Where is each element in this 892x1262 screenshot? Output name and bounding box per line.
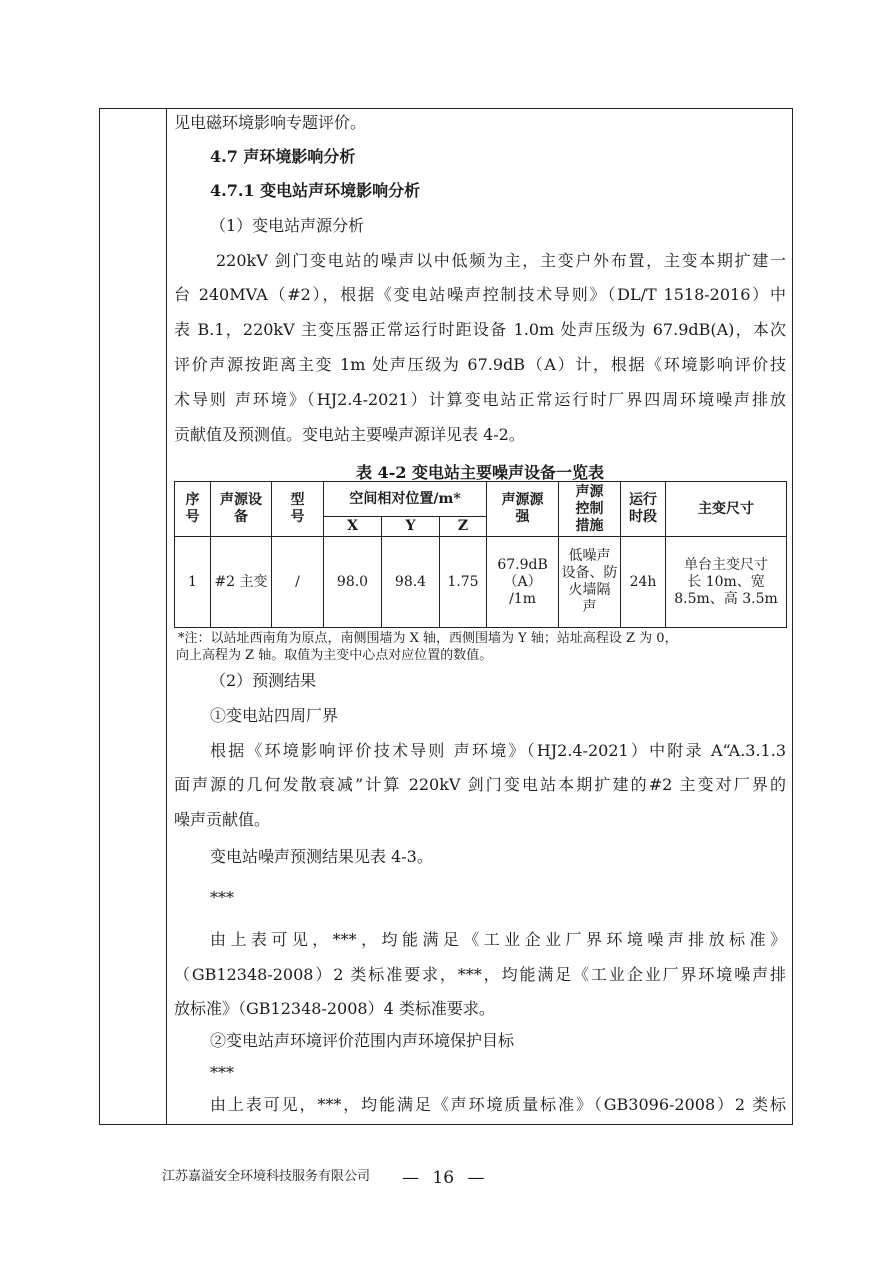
- cell-strength: 67.9dB （A） /1m: [487, 537, 559, 628]
- page-number: — 16 —: [402, 1168, 485, 1188]
- para1-line-6: 贡献值及预测值。变电站主要噪声源详见表 4-2。: [174, 425, 525, 444]
- para2-line-1: 根据《环境影响评价技术导则 声环境》（HJ2.4-2021）中附录 A“A.3.1.3: [210, 741, 786, 760]
- footer-company: 江苏嘉溢安全环境科技服务有限公司: [162, 1169, 371, 1184]
- cell-x: 98.0: [324, 537, 382, 628]
- header-model: 型 号: [272, 482, 324, 537]
- para2-line-2: 面声源的几何发散衰减”计算 220kV 剑门变电站本期扩建的#2 主变对厂界的: [174, 775, 786, 794]
- header-control: 声源 控制 措施: [559, 482, 621, 537]
- subheading-2-2: ②变电站声环境评价范围内声环境保护目标: [210, 1031, 515, 1050]
- subheading-2: （2）预测结果: [210, 671, 317, 690]
- para3: 变电站噪声预测结果见表 4-3。: [210, 847, 433, 866]
- table-row: [175, 537, 787, 628]
- cell-z: 1.75: [440, 537, 487, 628]
- note-line-1: *注：以站址西南角为原点，南侧围墙为 X 轴，西侧围墙为 Y 轴；站址高程设 Z 为 0，: [178, 631, 678, 646]
- para1-line-4: 评价声源按距离主变 1m 处声压级为 67.9dB（A）计，根据《环境影响评价技: [174, 355, 786, 374]
- para4-line-1: 由上表可见，***，均能满足《工业企业厂界环境噪声排放标准》: [210, 930, 786, 949]
- para1-line-2: 台 240MVA（#2），根据《变电站噪声控制技术导则》（DL/T 1518-2016）中: [174, 285, 786, 304]
- header-period: 运行 时段: [621, 482, 666, 537]
- para2-line-3: 噪声贡献值。: [174, 810, 271, 829]
- stars-1: ***: [210, 888, 234, 907]
- header-y: Y: [382, 517, 440, 537]
- header-strength: 声源源 强: [487, 482, 559, 537]
- cell-y: 98.4: [382, 537, 440, 628]
- cell-model: /: [272, 537, 324, 628]
- cell-control: 低噪声 设备、防 火墙隔 声: [559, 537, 621, 628]
- cell-seq: 1: [175, 537, 211, 628]
- header-x: X: [324, 517, 382, 537]
- para4-line-3: 放标准》（GB12348-2008）4 类标准要求。: [174, 999, 495, 1018]
- para1-line-3: 表 B.1，220kV 主变压器正常运行时距设备 1.0m 处声压级为 67.9dB(A)，本次: [174, 320, 786, 339]
- header-seq: 序 号: [175, 482, 211, 537]
- para1-line-5: 术导则 声环境》（HJ2.4-2021）计算变电站正常运行时厂界四周环境噪声排放: [174, 390, 786, 409]
- header-size: 主变尺寸: [666, 482, 787, 537]
- subheading-2-1: ①变电站四周厂界: [210, 706, 339, 725]
- cell-size: 单台主变尺寸 长 10m、宽 8.5m、高 3.5m: [666, 537, 787, 628]
- stars-2: ***: [210, 1063, 234, 1082]
- para4-line-2: （GB12348-2008）2 类标准要求，***，均能满足《工业企业厂界环境噪声排: [174, 965, 786, 984]
- noise-source-table: [174, 481, 787, 628]
- continuation-line: 见电磁环境影响专题评价。: [174, 113, 367, 132]
- subheading-1: （1）变电站声源分析: [210, 216, 365, 235]
- para1-line-1: 220kV 剑门变电站的噪声以中低频为主，主变户外布置，主变本期扩建一: [216, 251, 786, 270]
- header-z: Z: [440, 517, 487, 537]
- note-line-2: 向上高程为 Z 轴。取值为主变中心点对应位置的数值。: [176, 648, 493, 663]
- para5: 由上表可见，***，均能满足《声环境质量标准》（GB3096-2008）2 类标: [210, 1095, 786, 1114]
- table-note: [176, 630, 786, 664]
- heading-4-7-1: 4.7.1 变电站声环境影响分析: [210, 181, 421, 200]
- heading-4-7: 4.7 声环境影响分析: [210, 147, 356, 166]
- header-position: 空间相对位置/m*: [324, 482, 487, 517]
- frame-divider: [166, 109, 167, 1124]
- header-device: 声源设 备: [211, 482, 272, 537]
- table-title: 表 4-2 变电站主要噪声设备一览表: [355, 463, 605, 482]
- cell-period: 24h: [621, 537, 666, 628]
- cell-device: #2 主变: [211, 537, 272, 628]
